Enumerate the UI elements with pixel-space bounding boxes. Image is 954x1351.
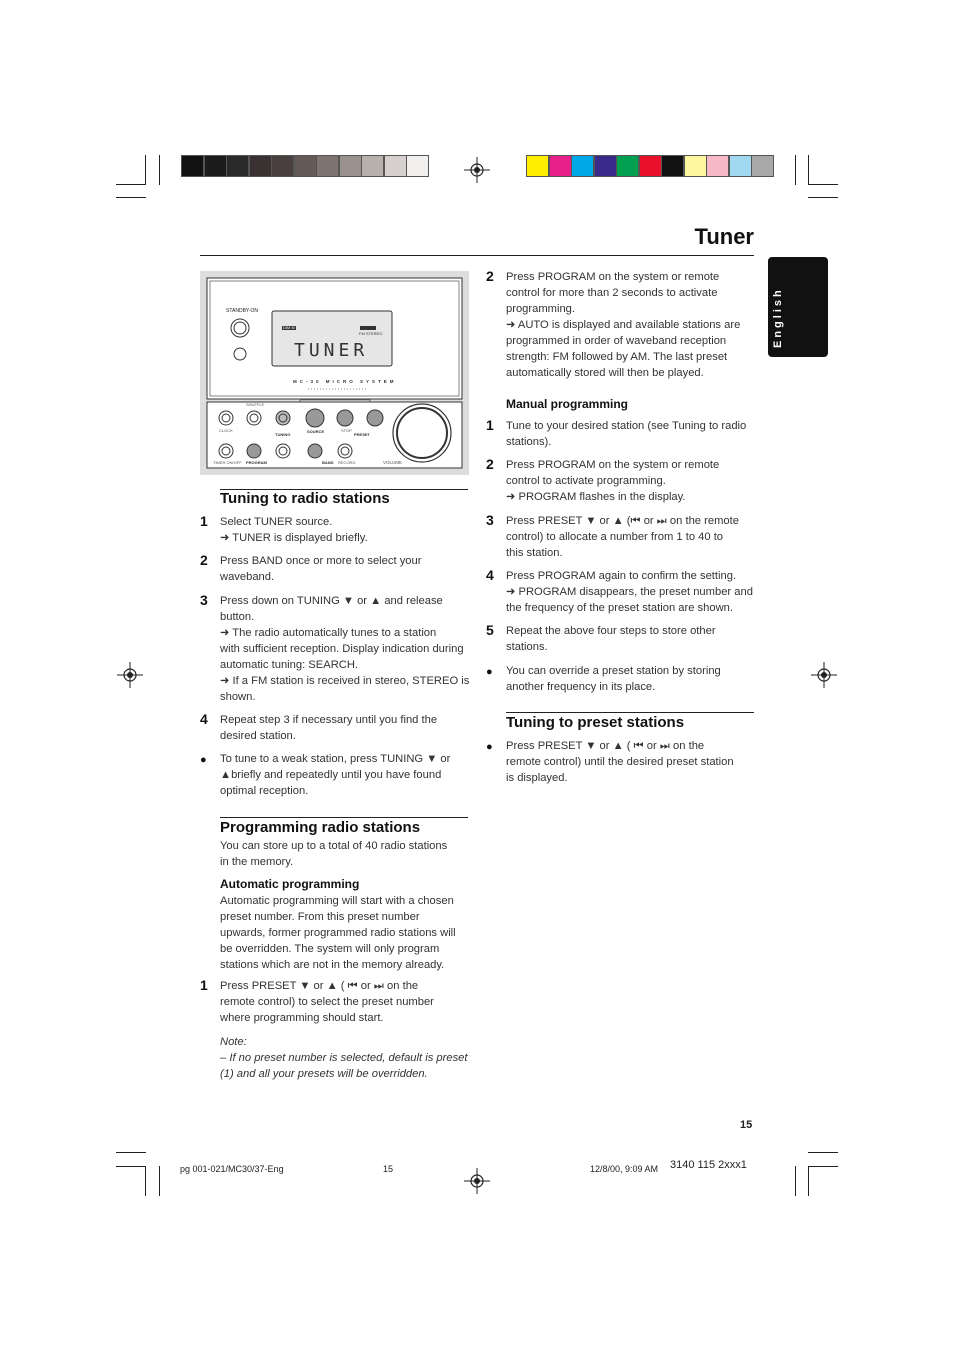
color-swatch <box>549 155 572 177</box>
label-volume: VOLUME <box>383 460 403 465</box>
automatic-text: Automatic programming will start with a chosen preset number. From this preset number upwards, former programmed radio stations will be overridden. The system will only program stations which are not in the memory already. <box>220 895 456 971</box>
bullet-text: To tune to a weak station, press TUNING ▼ or ▲briefly and repeatedly until you have found optimal reception. <box>220 753 451 797</box>
color-swatch <box>706 155 729 177</box>
section-heading-preset: Tuning to preset stations <box>506 714 685 731</box>
label-source: SOURCE <box>307 429 325 434</box>
footer-file: pg 001-021/MC30/37-Eng <box>180 1164 284 1174</box>
crop-mark <box>145 1166 146 1196</box>
registration-mark-icon <box>464 157 490 183</box>
color-swatch <box>226 155 249 177</box>
bullet-icon: ● <box>486 666 493 678</box>
label-timer: TIMER ON/OFF <box>213 460 242 465</box>
crop-mark <box>808 1166 838 1167</box>
step-number: 1 <box>486 417 494 433</box>
crop-mark <box>808 1152 838 1153</box>
color-swatch <box>751 155 774 177</box>
step-text: Press BAND once or more to select your waveband. <box>220 555 422 583</box>
language-tab-label: English <box>772 287 784 348</box>
step-number: 1 <box>200 513 208 529</box>
note-label: Note: <box>220 1036 247 1048</box>
subheading-automatic: Automatic programming <box>220 877 360 891</box>
display-tag-right: FM STEREO <box>359 331 383 336</box>
display-tag-left: DIM M <box>283 325 295 330</box>
crop-mark <box>159 155 160 185</box>
step-text: Repeat step 3 if necessary until you find the desired station. <box>220 714 438 742</box>
footer-page: 15 <box>383 1164 394 1174</box>
crop-mark <box>116 1152 146 1153</box>
color-swatch <box>616 155 639 177</box>
section-heading-tuning: Tuning to radio stations <box>220 490 390 507</box>
crop-mark <box>159 1166 160 1196</box>
color-swatch <box>361 155 384 177</box>
page-title: Tuner <box>694 224 754 249</box>
crop-mark <box>808 184 838 185</box>
color-swatch <box>571 155 594 177</box>
color-swatch <box>661 155 684 177</box>
label-clock: CLOCK <box>219 428 233 433</box>
color-swatch <box>639 155 662 177</box>
footer-date: 12/8/00, 9:09 AM <box>590 1164 659 1174</box>
step-text: Tune to your desired station (see Tuning to radio stations). <box>506 420 747 448</box>
color-swatch <box>526 155 549 177</box>
crop-mark <box>116 184 146 185</box>
bullet-icon: ● <box>486 741 493 753</box>
label-stop: STOP <box>341 428 352 433</box>
step-text: Repeat the above four steps to store other stations. <box>506 625 716 653</box>
step-text: Press PROGRAM again to confirm the setting. ➜ PROGRAM disappears, the preset number and the frequency of the preset station are shown. <box>506 570 753 614</box>
registration-mark-icon <box>811 662 837 688</box>
color-swatch <box>384 155 407 177</box>
color-swatch <box>271 155 294 177</box>
device-diagram <box>200 271 469 475</box>
color-swatch <box>729 155 752 177</box>
step-number: 1 <box>200 977 208 993</box>
step-text: Press PROGRAM on the system or remote control for more than 2 seconds to activate programming. ➜ AUTO is displayed and available stations are programmed in order of waveband reception strength: FM followed by AM. The last preset automatically stored will then be played. <box>506 271 741 379</box>
note-text: – If no preset number is selected, default is preset (1) and all your presets will be overridden. <box>220 1052 468 1080</box>
crop-mark <box>808 1166 809 1196</box>
crop-mark <box>145 155 146 185</box>
color-swatch <box>339 155 362 177</box>
step-text: Press down on TUNING ▼ or ▲ and release button. ➜ The radio automatically tunes to a station with sufficient reception. Display indication during automatic tuning: SEARCH. ➜ If a FM station is received in stereo, STEREO is shown. <box>220 595 470 703</box>
color-swatch <box>316 155 339 177</box>
color-swatch <box>181 155 204 177</box>
label-record: RECORD <box>338 460 356 465</box>
color-swatch <box>594 155 617 177</box>
step-text: Press PRESET ▼ or ▲ (⏮ or ⏭ on the remote control) to allocate a number from 1 to 40 to this station. <box>506 515 739 559</box>
crop-mark <box>795 155 796 185</box>
crop-mark <box>795 1166 796 1196</box>
step-number: 4 <box>200 711 208 727</box>
bullet-text: You can override a preset station by storing another frequency in its place. <box>506 665 721 693</box>
color-swatch <box>249 155 272 177</box>
registration-mark-icon <box>464 1168 490 1194</box>
page-number: 15 <box>740 1119 753 1131</box>
brand-label: MC-30 MICRO SYSTEM <box>293 379 397 384</box>
step-number: 5 <box>486 622 494 638</box>
step-number: 3 <box>486 512 494 528</box>
step-text: Press PRESET ▼ or ▲ ( ⏮ or ⏭ on the remote control) to select the preset number where programming should start. <box>220 980 434 1024</box>
step-text: Select TUNER source. ➜ TUNER is displayed briefly. <box>220 516 368 544</box>
color-swatch <box>204 155 227 177</box>
section-heading-programming: Programming radio stations <box>220 819 421 836</box>
step-number: 2 <box>486 456 494 472</box>
bullet-icon: ● <box>200 754 207 766</box>
label-band: BAND <box>322 460 334 465</box>
section-rule <box>506 712 754 713</box>
title-rule <box>200 255 754 256</box>
subheading-manual: Manual programming <box>506 397 629 411</box>
label-program: PROGRAM <box>246 460 267 465</box>
label-preset: PRESET <box>354 432 371 437</box>
step-text: Press PROGRAM on the system or remote control to activate programming. ➜ PROGRAM flashes in the display. <box>506 459 720 503</box>
section-rule <box>220 817 468 818</box>
registration-mark-icon <box>117 662 143 688</box>
color-swatch <box>684 155 707 177</box>
step-number: 3 <box>200 592 208 608</box>
label-shuffle: SHUFFLE <box>246 402 265 407</box>
label-tuning: TUNING <box>275 432 291 437</box>
crop-mark <box>116 1166 146 1167</box>
crop-mark <box>116 197 146 198</box>
crop-mark <box>808 197 838 198</box>
step-number: 4 <box>486 567 494 583</box>
display-text: TUNER <box>294 340 369 361</box>
standby-label: STANDBY-ON <box>226 308 258 314</box>
bullet-text: Press PRESET ▼ or ▲ ( ⏮ or ⏭ on the remote control) until the desired preset station is displayed. <box>506 740 734 784</box>
crop-mark <box>808 155 809 185</box>
step-number: 2 <box>486 268 494 284</box>
color-swatch <box>406 155 429 177</box>
step-number: 2 <box>200 552 208 568</box>
color-swatch <box>294 155 317 177</box>
footer-code: 3140 115 2xxx1 <box>670 1159 747 1171</box>
intro-text: You can store up to a total of 40 radio stations in the memory. <box>220 840 448 868</box>
